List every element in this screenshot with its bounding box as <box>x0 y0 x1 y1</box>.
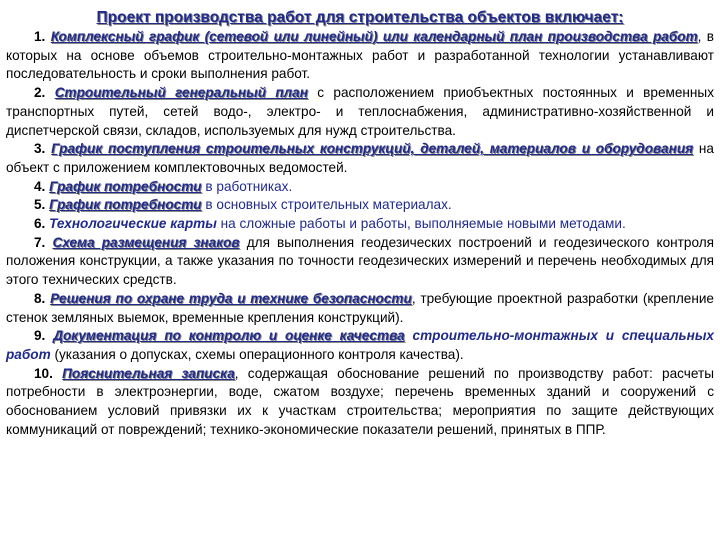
item-heading: Пояснительная записка <box>62 365 235 381</box>
item-heading: Документация по контролю и оценке качества <box>53 328 405 344</box>
item-number: 7. <box>34 234 46 250</box>
slide-title: Проект производства работ для строительства объектов включает: <box>96 9 624 26</box>
item-heading: Строительный генеральный план <box>54 85 308 101</box>
item-number: 8. <box>34 290 46 306</box>
item-text: , требующие проектной разработки (крепление стенок земляных выемок, временные крепления конструкций). <box>6 290 714 325</box>
item-heading: График поступления строительных конструкций, деталей, материалов и оборудования <box>51 141 694 157</box>
item-number: 1. <box>34 29 46 44</box>
item-text: (указания о допусках, схемы операционного контроля качества). <box>50 346 464 362</box>
list-item-2 <box>6 84 714 140</box>
list-item-6 <box>6 215 714 234</box>
item-number: 2. <box>34 85 46 101</box>
item-heading: Технологические карты <box>49 216 217 232</box>
item-text: , в которых на основе объемов строительно-монтажных работ и разработанной технологии устанавливают последовательность и сроки выполнения работ. <box>6 29 714 82</box>
list-item-9 <box>6 327 714 364</box>
item-heading: График потребности <box>49 178 202 194</box>
list-item-3 <box>6 140 714 177</box>
list-item-8 <box>6 290 714 327</box>
item-heading: Схема размещения знаков <box>52 234 240 250</box>
item-number: 10. <box>34 365 53 381</box>
list-item-5 <box>6 196 714 215</box>
list-item-7 <box>6 234 714 290</box>
item-heading: Решения по охране труда и технике безопасности <box>50 290 412 306</box>
list-item-10 <box>6 365 714 440</box>
item-text: на объект с приложением комплектовочных ведомостей. <box>6 141 714 175</box>
item-number: 5. <box>34 197 46 213</box>
list-item-1 <box>6 28 714 84</box>
item-text: в работниках. <box>201 178 293 194</box>
item-number: 9. <box>34 328 46 344</box>
item-text: на сложные работы и работы, выполняемые новыми методами. <box>216 216 626 232</box>
slide <box>6 8 714 439</box>
item-heading: График потребности <box>49 197 202 213</box>
item-number: 4. <box>34 178 46 194</box>
item-text: в основных строительных материалах. <box>201 197 452 213</box>
item-heading-continued: строительно-монтажных и специальных работ <box>6 328 714 362</box>
item-text: с расположением приобъектных постоянных и временных транспортных путей, сетей водо-, электро- и теплоснабжения, административно-хозяйственной и диспетчерской связи, складов, используемых для нужд строительства. <box>6 85 714 138</box>
item-heading: Комплексный график (сетевой или линейный) или календарный план производства работ <box>50 29 698 44</box>
item-text: для выполнения геодезических построений и геодезического контроля положения конструкции, а также указания по точности геодезических измерений и перечень необходимых для этого технических средств. <box>6 234 715 288</box>
list-item-4 <box>6 178 714 197</box>
item-number: 3. <box>34 141 46 157</box>
item-text: , содержащая обоснование решений по производству работ: расчеты потребности в электроэнергии, воде, сжатом воздухе; перечень временных зданий и сооружений с обоснованием условий привязки их к участкам строительства; мероприятия по защите действующих коммуникаций от повреждений; технико-экономические показатели решений, принятых в ППР. <box>6 365 714 437</box>
item-number: 6. <box>34 216 46 232</box>
